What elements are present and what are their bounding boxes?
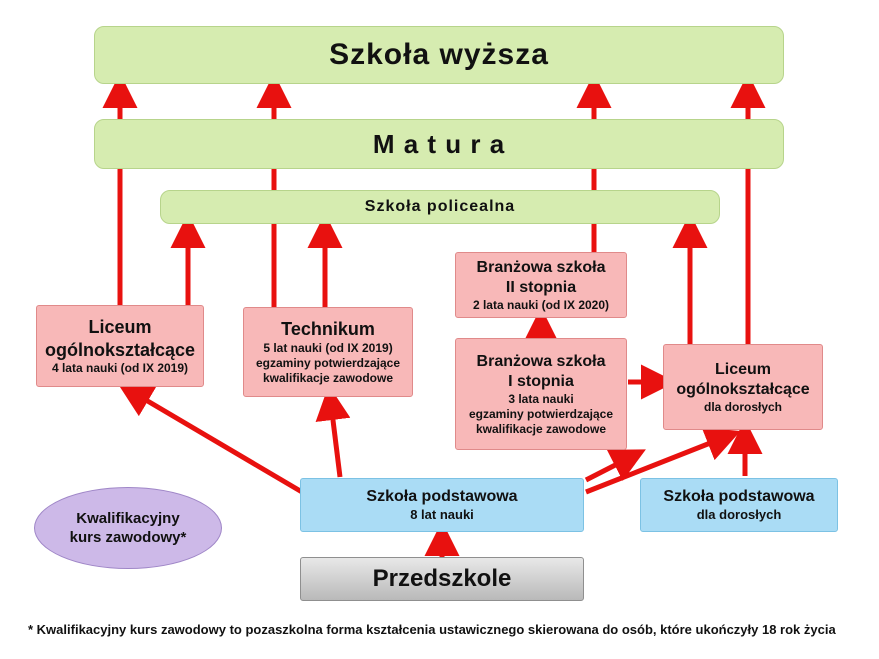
node-label: Szkoła wyższa xyxy=(329,38,549,72)
node-szkola-wyzsza[interactable] xyxy=(94,26,784,84)
node-label-line1: Technikum xyxy=(281,319,375,340)
node-label-line3: 4 lata nauki (od IX 2019) xyxy=(51,361,189,375)
node-label-line2: 5 lat nauki (od IX 2019) xyxy=(263,340,393,355)
arrow-podstawowa-to-branz1 xyxy=(586,458,629,480)
node-label: M a t u r a xyxy=(372,128,506,159)
node-liceum-ogolnoksztalcace[interactable] xyxy=(36,305,204,387)
node-label-line2: I stopnia xyxy=(508,372,574,390)
node-label-line3: 2 lata nauki (od IX 2020) xyxy=(472,297,610,312)
node-label-line2: ogólnokształcące xyxy=(676,380,810,398)
node-label-line1: Branżowa szkoła xyxy=(476,258,606,276)
node-label-line3: egzaminy potwierdzające xyxy=(255,355,401,370)
node-szkola-policealna[interactable] xyxy=(160,190,720,224)
node-label-line1: Szkoła podstawowa xyxy=(366,487,518,505)
node-label-line4: kwalifikacje zawodowe xyxy=(262,370,394,385)
node-branzowa-szkola-ii-stopnia[interactable] xyxy=(455,252,627,318)
node-label: Przedszkole xyxy=(372,565,512,592)
node-liceum-ogolnoksztalcace-dla-doroslych[interactable] xyxy=(663,344,823,430)
node-label-line2: dla dorosłych xyxy=(696,506,782,522)
node-label-line2: kurs zawodowy* xyxy=(69,529,187,546)
node-label-line2: 8 lat nauki xyxy=(410,506,474,522)
node-label-line1: Kwalifikacyjny xyxy=(76,509,180,527)
node-branzowa-szkola-i-stopnia[interactable] xyxy=(455,338,627,450)
node-label-line5: kwalifikacje zawodowe xyxy=(475,421,607,436)
node-label-line1: Szkoła podstawowa xyxy=(663,487,815,505)
node-label-line1: Liceum xyxy=(88,317,152,337)
node-szkola-podstawowa-dla-doroslych[interactable] xyxy=(640,478,838,532)
node-matura[interactable] xyxy=(94,119,784,169)
node-label-line3: dla dorosłych xyxy=(703,399,783,414)
node-szkola-podstawowa[interactable] xyxy=(300,478,584,532)
node-label-line2: II stopnia xyxy=(505,278,577,296)
node-label: Szkoła policealna xyxy=(364,198,516,215)
node-label-line2: ogólnokształcące xyxy=(44,339,196,360)
node-przedszkole[interactable] xyxy=(300,557,584,601)
node-label-line1: Branżowa szkoła xyxy=(476,352,606,370)
footnote-text: * Kwalifikacyjny kurs zawodowy to pozaszkolna forma kształcenia ustawicznego skierowana do osób, które ukończyły 18 rok życia xyxy=(28,622,836,637)
arrow-podstawowa-to-technikum xyxy=(331,404,340,477)
node-kwalifikacyjny-kurs-zawodowy[interactable] xyxy=(34,487,222,569)
node-label-line1: Liceum xyxy=(714,360,771,378)
node-label-line3: 3 lata nauki xyxy=(508,391,574,406)
arrow-podstawowa-to-liceum xyxy=(134,393,302,492)
node-technikum[interactable] xyxy=(243,307,413,397)
node-label-line4: egzaminy potwierdzające xyxy=(468,406,614,421)
